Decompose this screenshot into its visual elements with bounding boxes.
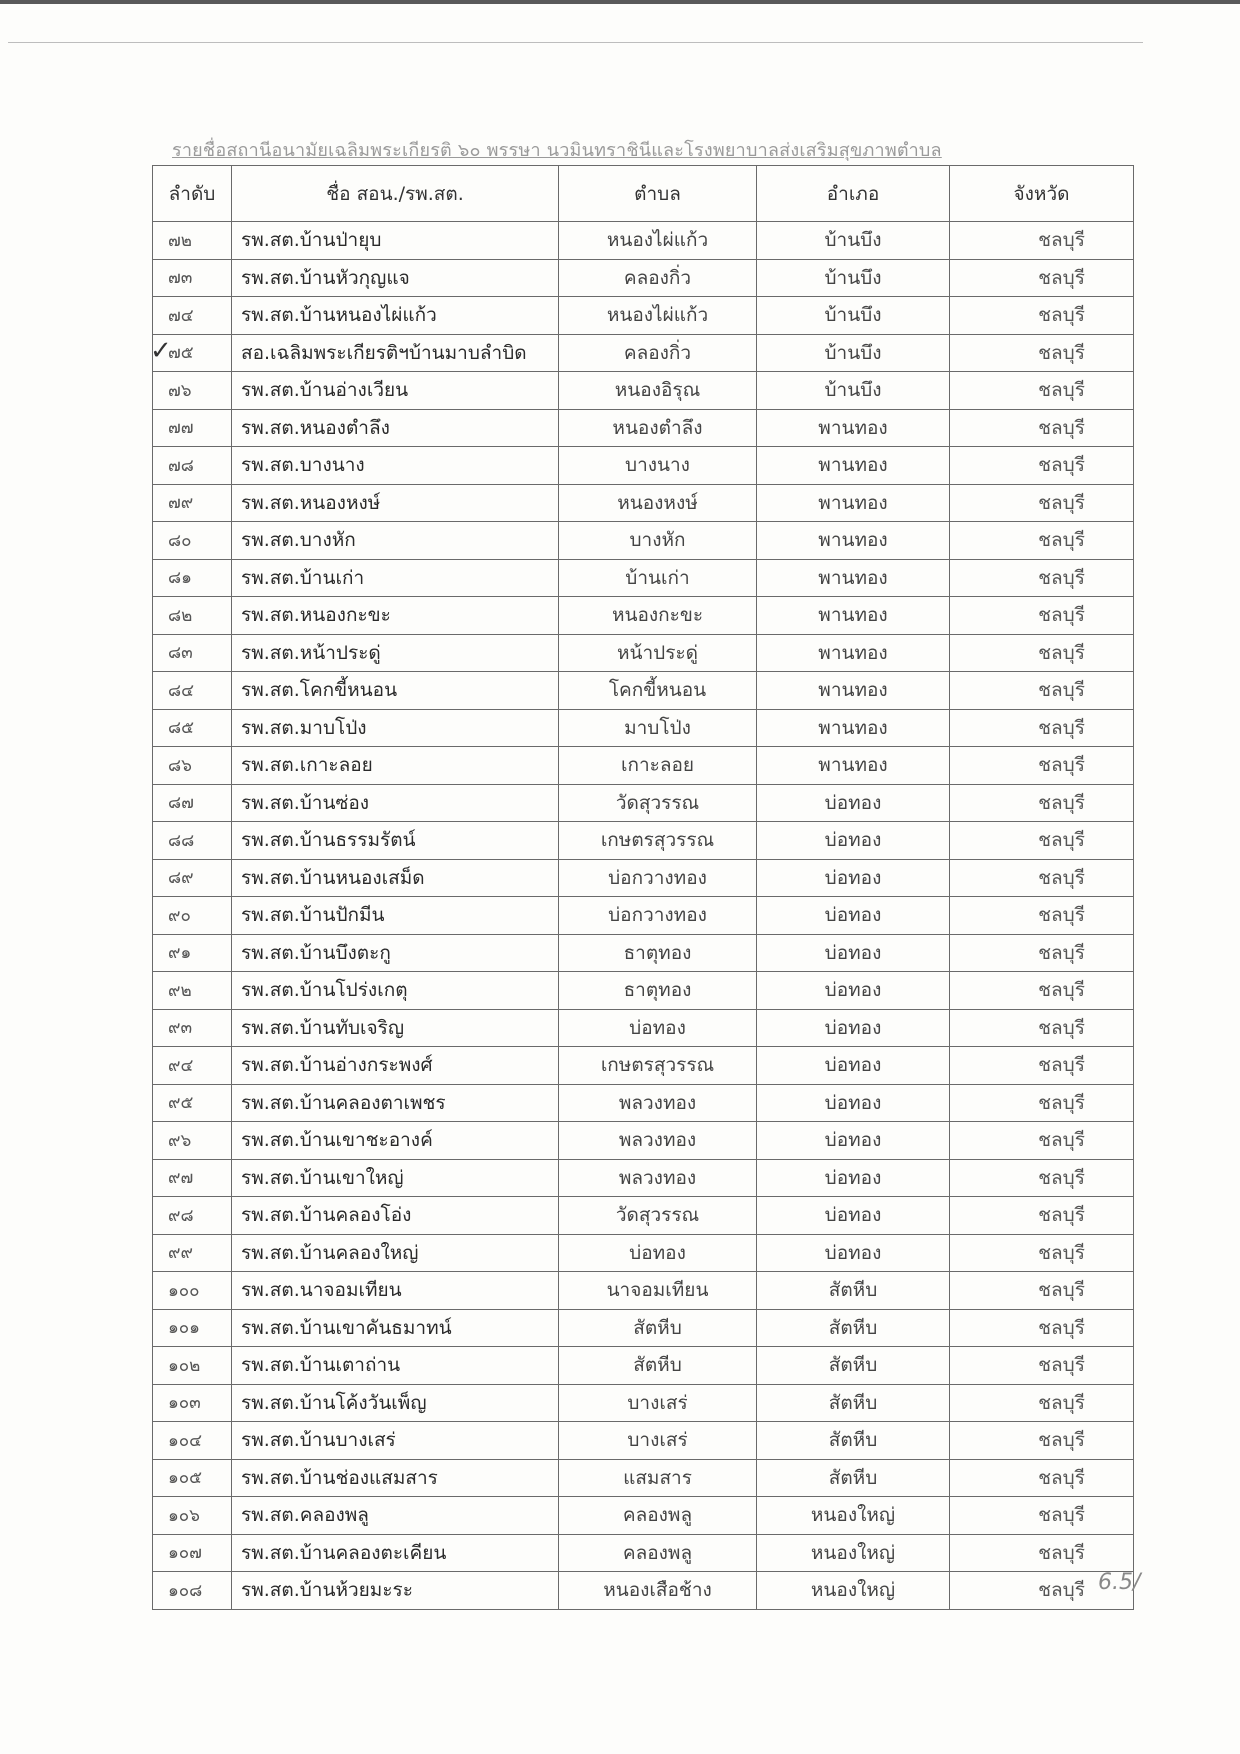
- row-number: ๙๖: [153, 1122, 232, 1160]
- district: พานทอง: [757, 672, 950, 710]
- facility-name: รพ.สต.บ้านทับเจริญ: [232, 1009, 559, 1047]
- province: ชลบุรี: [950, 1384, 1134, 1422]
- district: พานทอง: [757, 409, 950, 447]
- header-district: อำเภอ: [757, 166, 950, 222]
- table-row: [153, 484, 1134, 522]
- province: ชลบุรี: [950, 1234, 1134, 1272]
- district: บ่อทอง: [757, 972, 950, 1010]
- subdistrict: วัดสุวรรณ: [559, 1197, 757, 1235]
- table-row: [153, 297, 1134, 335]
- table-body: [153, 222, 1134, 1610]
- subdistrict: มาบโป่ง: [559, 709, 757, 747]
- table-row: [153, 559, 1134, 597]
- subdistrict: บ้านเก่า: [559, 559, 757, 597]
- province: ชลบุรี: [950, 484, 1134, 522]
- province: ชลบุรี: [950, 1047, 1134, 1085]
- table-row: [153, 1384, 1134, 1422]
- subdistrict: คลองกิ่ว: [559, 334, 757, 372]
- table-row: [153, 1497, 1134, 1535]
- row-number: ๙๘: [153, 1197, 232, 1235]
- row-number: ๙๗: [153, 1159, 232, 1197]
- district: พานทอง: [757, 709, 950, 747]
- facility-name: รพ.สต.บ้านห้วยมะระ: [232, 1572, 559, 1610]
- row-number: ๗๖: [153, 372, 232, 410]
- facility-name: รพ.สต.บ้านช่องแสมสาร: [232, 1459, 559, 1497]
- row-number: ๙๙: [153, 1234, 232, 1272]
- table-row: [153, 634, 1134, 672]
- subdistrict: หนองไผ่แก้ว: [559, 297, 757, 335]
- facility-name: รพ.สต.บ้านเก่า: [232, 559, 559, 597]
- district: พานทอง: [757, 484, 950, 522]
- province: ชลบุรี: [950, 1009, 1134, 1047]
- facility-name: รพ.สต.บ้านเขาชะอางค์: [232, 1122, 559, 1160]
- table-row: [153, 1234, 1134, 1272]
- district: สัตหีบ: [757, 1347, 950, 1385]
- subdistrict: พลวงทอง: [559, 1159, 757, 1197]
- province: ชลบุรี: [950, 822, 1134, 860]
- row-number: ๗๗: [153, 409, 232, 447]
- subdistrict: สัตหีบ: [559, 1347, 757, 1385]
- district: หนองใหญ่: [757, 1572, 950, 1610]
- row-number: ๘๔: [153, 672, 232, 710]
- subdistrict: เกาะลอย: [559, 747, 757, 785]
- facility-name: รพ.สต.บ้านซ่อง: [232, 784, 559, 822]
- table-row: [153, 447, 1134, 485]
- province: ชลบุรี: [950, 222, 1134, 260]
- row-number: ๑๐๒: [153, 1347, 232, 1385]
- province: ชลบุรี: [950, 297, 1134, 335]
- facility-name: รพ.สต.นาจอมเทียน: [232, 1272, 559, 1310]
- district: สัตหีบ: [757, 1272, 950, 1310]
- province: ชลบุรี: [950, 1309, 1134, 1347]
- table-row: [153, 1159, 1134, 1197]
- province: ชลบุรี: [950, 559, 1134, 597]
- province: ชลบุรี: [950, 372, 1134, 410]
- facility-name: รพ.สต.บ้านคลองตะเคียน: [232, 1534, 559, 1572]
- facility-name: รพ.สต.หนองตำลึง: [232, 409, 559, 447]
- table-row: [153, 1459, 1134, 1497]
- facility-name: รพ.สต.บางนาง: [232, 447, 559, 485]
- province: ชลบุรี: [950, 1084, 1134, 1122]
- table-row: [153, 1309, 1134, 1347]
- table-row: [153, 1084, 1134, 1122]
- province: ชลบุรี: [950, 1422, 1134, 1460]
- row-number: ๘๓: [153, 634, 232, 672]
- province: ชลบุรี: [950, 784, 1134, 822]
- facility-name: รพ.สต.บ้านธรรมรัตน์: [232, 822, 559, 860]
- subdistrict: คลองพลู: [559, 1497, 757, 1535]
- table-row: [153, 1534, 1134, 1572]
- subdistrict: เกษตรสุวรรณ: [559, 822, 757, 860]
- row-number: ๑๐๐: [153, 1272, 232, 1310]
- row-number: ๙๐: [153, 897, 232, 935]
- table-row: [153, 972, 1134, 1010]
- district: หนองใหญ่: [757, 1534, 950, 1572]
- subdistrict: ธาตุทอง: [559, 934, 757, 972]
- header-no: ลำดับ: [153, 166, 232, 222]
- table-row: [153, 597, 1134, 635]
- row-number: ๘๙: [153, 859, 232, 897]
- table-header-row: [153, 166, 1134, 222]
- facility-name: รพ.สต.โคกขี้หนอน: [232, 672, 559, 710]
- province: ชลบุรี: [950, 859, 1134, 897]
- facility-name: รพ.สต.บางหัก: [232, 522, 559, 560]
- table-row: [153, 522, 1134, 560]
- district: บ่อทอง: [757, 822, 950, 860]
- district: บ่อทอง: [757, 1234, 950, 1272]
- table-row: [153, 1347, 1134, 1385]
- table-row: [153, 1572, 1134, 1610]
- header-province: จังหวัด: [950, 166, 1134, 222]
- table-row: [153, 259, 1134, 297]
- checkmark-annotation: ✓: [150, 336, 172, 366]
- district: บ้านบึง: [757, 372, 950, 410]
- subdistrict: หนองเสือช้าง: [559, 1572, 757, 1610]
- province: ชลบุรี: [950, 934, 1134, 972]
- district: บ่อทอง: [757, 859, 950, 897]
- facility-table: [152, 165, 1134, 1610]
- table-row: [153, 334, 1134, 372]
- row-number: ๑๐๓: [153, 1384, 232, 1422]
- district: บ่อทอง: [757, 1084, 950, 1122]
- table-row: [153, 372, 1134, 410]
- district: พานทอง: [757, 597, 950, 635]
- province: ชลบุรี: [950, 672, 1134, 710]
- table-row: [153, 934, 1134, 972]
- district: พานทอง: [757, 747, 950, 785]
- district: หนองใหญ่: [757, 1497, 950, 1535]
- province: ชลบุรี: [950, 709, 1134, 747]
- province: ชลบุรี: [950, 597, 1134, 635]
- subdistrict: แสมสาร: [559, 1459, 757, 1497]
- facility-name: รพ.สต.บ้านอ่างเวียน: [232, 372, 559, 410]
- row-number: ๙๕: [153, 1084, 232, 1122]
- district: บ้านบึง: [757, 222, 950, 260]
- facility-name: รพ.สต.บ้านคลองใหญ่: [232, 1234, 559, 1272]
- province: ชลบุรี: [950, 1497, 1134, 1535]
- district: พานทอง: [757, 447, 950, 485]
- district: พานทอง: [757, 559, 950, 597]
- facility-name: รพ.สต.บ้านอ่างกระพงศ์: [232, 1047, 559, 1085]
- subdistrict: บางหัก: [559, 522, 757, 560]
- district: บ่อทอง: [757, 1122, 950, 1160]
- row-number: ๘๑: [153, 559, 232, 597]
- scan-top-edge: [0, 0, 1240, 4]
- facility-name: รพ.สต.บ้านบึงตะกู: [232, 934, 559, 972]
- province: ชลบุรี: [950, 334, 1134, 372]
- table-row: [153, 784, 1134, 822]
- table-row: [153, 709, 1134, 747]
- district: สัตหีบ: [757, 1422, 950, 1460]
- facility-name: รพ.สต.หน้าประดู่: [232, 634, 559, 672]
- province: ชลบุรี: [950, 1347, 1134, 1385]
- facility-name: สอ.เฉลิมพระเกียรติฯบ้านมาบลำบิด: [232, 334, 559, 372]
- district: สัตหีบ: [757, 1459, 950, 1497]
- subdistrict: บ่อทอง: [559, 1234, 757, 1272]
- facility-name: รพ.สต.มาบโป่ง: [232, 709, 559, 747]
- province: ชลบุรี: [950, 409, 1134, 447]
- handwritten-page-mark: 6.5/: [1098, 1570, 1141, 1595]
- district: พานทอง: [757, 522, 950, 560]
- province: ชลบุรี: [950, 447, 1134, 485]
- district: บ่อทอง: [757, 934, 950, 972]
- table-row: [153, 1197, 1134, 1235]
- table-row: [153, 409, 1134, 447]
- province: ชลบุรี: [950, 897, 1134, 935]
- row-number: ๗๔: [153, 297, 232, 335]
- province: ชลบุรี: [950, 1459, 1134, 1497]
- facility-name: รพ.สต.หนองหงษ์: [232, 484, 559, 522]
- row-number: ๗๙: [153, 484, 232, 522]
- row-number: ๙๓: [153, 1009, 232, 1047]
- subdistrict: หนองตำลึง: [559, 409, 757, 447]
- subdistrict: หนองอิรุณ: [559, 372, 757, 410]
- facility-name: รพ.สต.บ้านเขาคันธมาทน์: [232, 1309, 559, 1347]
- province: ชลบุรี: [950, 1122, 1134, 1160]
- table-row: [153, 747, 1134, 785]
- facility-name: รพ.สต.บ้านปักมีน: [232, 897, 559, 935]
- district: บ้านบึง: [757, 334, 950, 372]
- row-number: ๙๑: [153, 934, 232, 972]
- row-number: ๗๕: [153, 334, 232, 372]
- district: บ่อทอง: [757, 1197, 950, 1235]
- province: ชลบุรี: [950, 1572, 1134, 1610]
- table-row: [153, 1047, 1134, 1085]
- subdistrict: หน้าประดู่: [559, 634, 757, 672]
- district: บ่อทอง: [757, 1159, 950, 1197]
- subdistrict: หนองไผ่แก้ว: [559, 222, 757, 260]
- province: ชลบุรี: [950, 1159, 1134, 1197]
- table-row: [153, 897, 1134, 935]
- district: บ่อทอง: [757, 784, 950, 822]
- province: ชลบุรี: [950, 1197, 1134, 1235]
- facility-name: รพ.สต.บ้านคลองโอ่ง: [232, 1197, 559, 1235]
- facility-name: รพ.สต.บ้านเตาถ่าน: [232, 1347, 559, 1385]
- table-row: [153, 1422, 1134, 1460]
- facility-name: รพ.สต.บ้านหนองเสม็ด: [232, 859, 559, 897]
- row-number: ๑๐๘: [153, 1572, 232, 1610]
- district: พานทอง: [757, 634, 950, 672]
- subdistrict: วัดสุวรรณ: [559, 784, 757, 822]
- table-row: [153, 1122, 1134, 1160]
- subdistrict: เกษตรสุวรรณ: [559, 1047, 757, 1085]
- facility-name: รพ.สต.บ้านเขาใหญ่: [232, 1159, 559, 1197]
- province: ชลบุรี: [950, 747, 1134, 785]
- row-number: ๘๐: [153, 522, 232, 560]
- facility-name: รพ.สต.บ้านหัวกุญแจ: [232, 259, 559, 297]
- table-row: [153, 859, 1134, 897]
- row-number: ๑๐๖: [153, 1497, 232, 1535]
- row-number: ๙๔: [153, 1047, 232, 1085]
- subdistrict: หนองกะขะ: [559, 597, 757, 635]
- row-number: ๑๐๔: [153, 1422, 232, 1460]
- subdistrict: บ่อทอง: [559, 1009, 757, 1047]
- province: ชลบุรี: [950, 259, 1134, 297]
- document-title: รายชื่อสถานีอนามัยเฉลิมพระเกียรติ ๖๐ พรรษา นวมินทราชินีและโรงพยาบาลส่งเสริมสุขภาพตำบล: [172, 140, 942, 161]
- province: ชลบุรี: [950, 522, 1134, 560]
- facility-name: รพ.สต.บ้านโค้งวันเพ็ญ: [232, 1384, 559, 1422]
- row-number: ๗๓: [153, 259, 232, 297]
- district: สัตหีบ: [757, 1309, 950, 1347]
- row-number: ๘๘: [153, 822, 232, 860]
- district: บ้านบึง: [757, 259, 950, 297]
- subdistrict: บางเสร่: [559, 1422, 757, 1460]
- row-number: ๑๐๑: [153, 1309, 232, 1347]
- subdistrict: หนองหงษ์: [559, 484, 757, 522]
- facility-name: รพ.สต.บ้านบางเสร่: [232, 1422, 559, 1460]
- facility-name: รพ.สต.บ้านป่ายุบ: [232, 222, 559, 260]
- facility-name: รพ.สต.คลองพลู: [232, 1497, 559, 1535]
- subdistrict: บางเสร่: [559, 1384, 757, 1422]
- province: ชลบุรี: [950, 1534, 1134, 1572]
- table-row: [153, 672, 1134, 710]
- facility-name: รพ.สต.บ้านโปร่งเกตุ: [232, 972, 559, 1010]
- subdistrict: บ่อกวางทอง: [559, 897, 757, 935]
- row-number: ๘๖: [153, 747, 232, 785]
- province: ชลบุรี: [950, 972, 1134, 1010]
- subdistrict: บางนาง: [559, 447, 757, 485]
- province: ชลบุรี: [950, 1272, 1134, 1310]
- table-row: [153, 1272, 1134, 1310]
- subdistrict: สัตหีบ: [559, 1309, 757, 1347]
- district: บ่อทอง: [757, 897, 950, 935]
- subdistrict: ธาตุทอง: [559, 972, 757, 1010]
- table-row: [153, 822, 1134, 860]
- district: บ่อทอง: [757, 1047, 950, 1085]
- district: สัตหีบ: [757, 1384, 950, 1422]
- row-number: ๘๗: [153, 784, 232, 822]
- header-name: ชื่อ สอน./รพ.สต.: [232, 166, 559, 222]
- facility-name: รพ.สต.บ้านหนองไผ่แก้ว: [232, 297, 559, 335]
- header-subdistrict: ตำบล: [559, 166, 757, 222]
- facility-name: รพ.สต.เกาะลอย: [232, 747, 559, 785]
- row-number: ๑๐๗: [153, 1534, 232, 1572]
- district: บ่อทอง: [757, 1009, 950, 1047]
- subdistrict: นาจอมเทียน: [559, 1272, 757, 1310]
- table-row: [153, 1009, 1134, 1047]
- scan-rule-line: [8, 42, 1143, 43]
- row-number: ๑๐๕: [153, 1459, 232, 1497]
- subdistrict: โคกขี้หนอน: [559, 672, 757, 710]
- table-row: [153, 222, 1134, 260]
- row-number: ๗๒: [153, 222, 232, 260]
- row-number: ๗๘: [153, 447, 232, 485]
- row-number: ๘๒: [153, 597, 232, 635]
- district: บ้านบึง: [757, 297, 950, 335]
- province: ชลบุรี: [950, 634, 1134, 672]
- row-number: ๙๒: [153, 972, 232, 1010]
- subdistrict: พลวงทอง: [559, 1122, 757, 1160]
- subdistrict: คลองพลู: [559, 1534, 757, 1572]
- subdistrict: คลองกิ่ว: [559, 259, 757, 297]
- subdistrict: พลวงทอง: [559, 1084, 757, 1122]
- facility-name: รพ.สต.บ้านคลองตาเพชร: [232, 1084, 559, 1122]
- facility-name: รพ.สต.หนองกะขะ: [232, 597, 559, 635]
- subdistrict: บ่อกวางทอง: [559, 859, 757, 897]
- row-number: ๘๕: [153, 709, 232, 747]
